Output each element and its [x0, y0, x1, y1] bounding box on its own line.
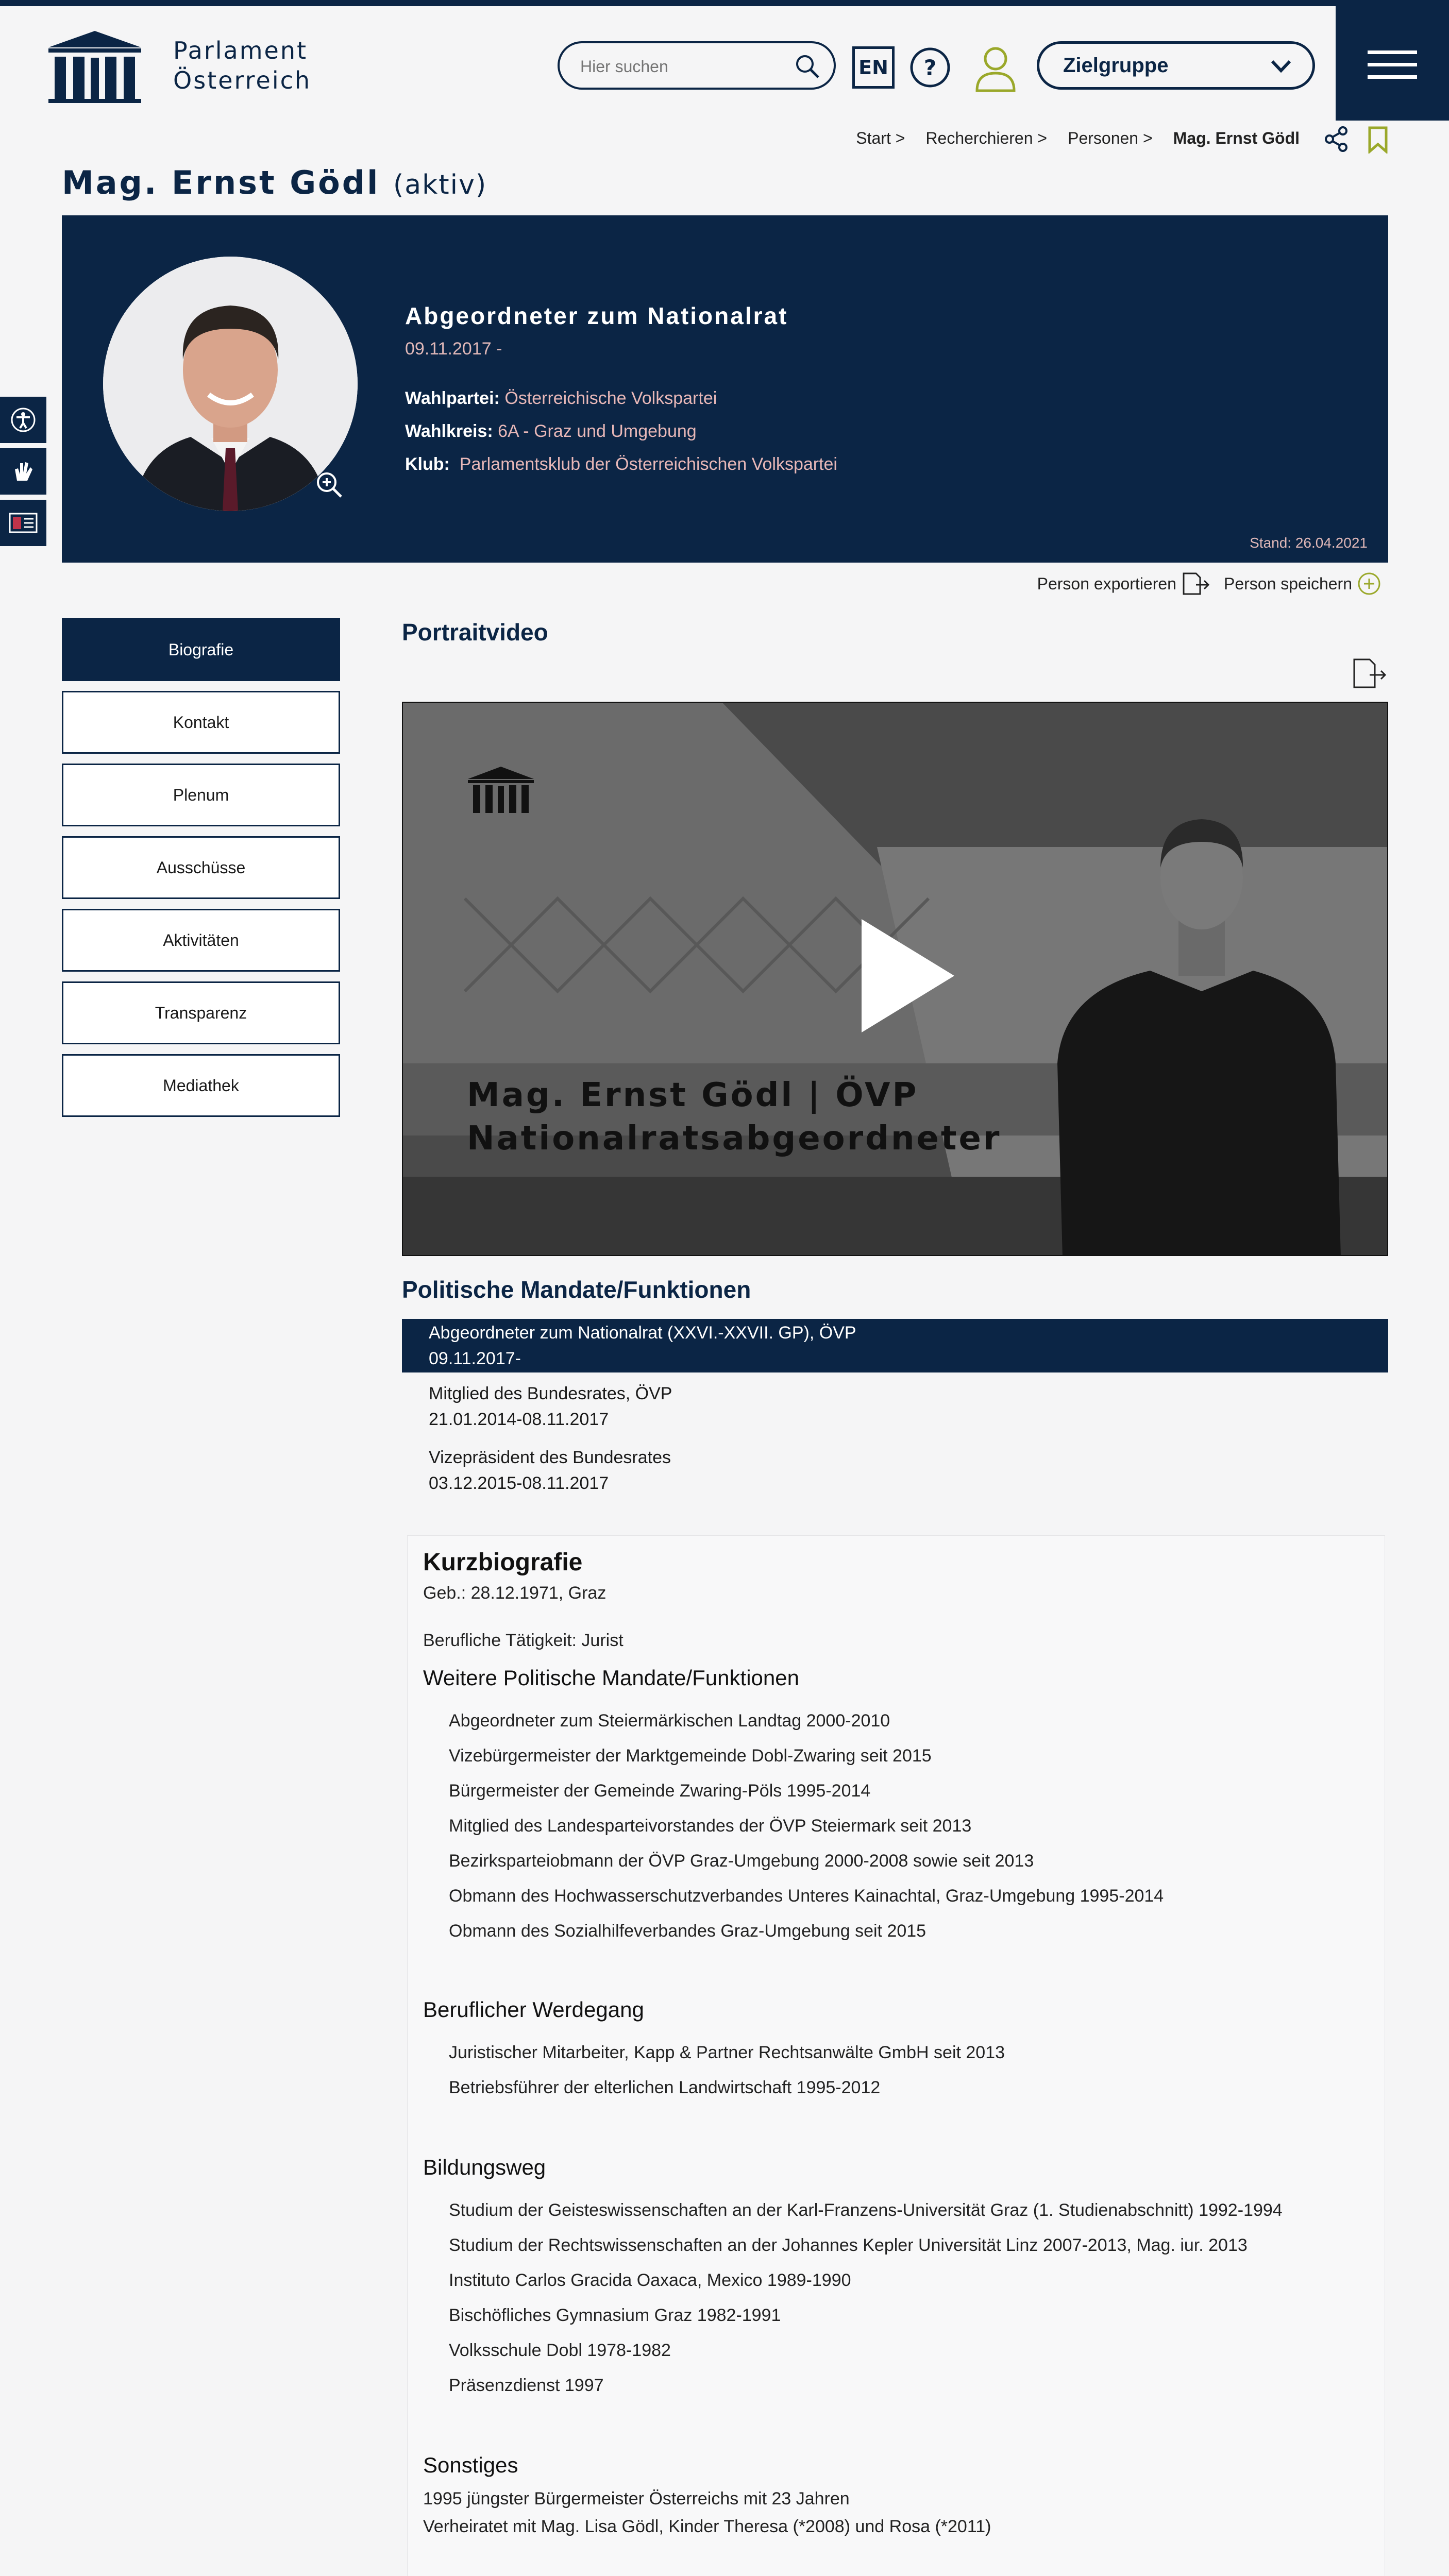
bio-misc-heading: Sonstiges [423, 2453, 518, 2477]
video-heading: Portraitvideo [402, 619, 548, 646]
audience-dropdown[interactable] [1037, 41, 1315, 90]
breadcrumb-recherchieren[interactable]: Recherchieren > [925, 129, 1048, 147]
bio-further-mandates-heading: Weitere Politische Mandate/Funktionen [423, 1666, 799, 1690]
person-sidenav [62, 618, 340, 1127]
list-item: Volksschule Dobl 1978-1982 [449, 2341, 671, 2360]
list-item: Instituto Carlos Gracida Oaxaca, Mexico 1989-1990 [449, 2270, 851, 2290]
list-item: Betriebsführer der elterlichen Landwirtschaft 1995-2012 [449, 2078, 881, 2097]
mandates-heading: Politische Mandate/Funktionen [402, 1276, 751, 1303]
tab-kontakt[interactable]: Kontakt [62, 691, 340, 754]
video-export-icon[interactable] [1351, 657, 1387, 689]
site-logo[interactable] [43, 27, 311, 104]
list-item: Obmann des Sozialhilfeverbandes Graz-Umgebung seit 2015 [449, 1921, 926, 1941]
tab-aktivitaeten[interactable]: Aktivitäten [62, 909, 340, 972]
person-name: Mag. Ernst Gödl [62, 164, 380, 201]
portrait-video-player[interactable] [402, 702, 1388, 1256]
breadcrumb-current: Mag. Ernst Gödl [1173, 129, 1300, 147]
easy-language-button[interactable] [0, 500, 46, 546]
tab-transparenz[interactable]: Transparenz [62, 981, 340, 1044]
list-item: 1995 jüngster Bürgermeister Österreichs mit 23 Jahren [423, 2489, 850, 2509]
bio-birth: Geb.: 28.12.1971, Graz [423, 1583, 606, 1603]
help-icon[interactable] [909, 46, 951, 89]
menu-button[interactable] [1336, 6, 1449, 121]
sign-language-button[interactable] [0, 448, 46, 495]
list-item: Studium der Rechtswissenschaften an der Johannes Kepler Universität Linz 2007-2013, Mag. iur. 2013 [449, 2235, 1248, 2255]
hero-wahlkreis: Wahlkreis: 6A - Graz und Umgebung [405, 421, 697, 441]
list-item: Bischöfliches Gymnasium Graz 1982-1991 [449, 2306, 781, 2325]
sign-language-icon [10, 458, 37, 485]
zoom-in-icon[interactable] [314, 470, 343, 499]
bio-heading: Kurzbiografie [423, 1549, 583, 1576]
export-person-label[interactable]: Person exportieren [1037, 574, 1176, 593]
add-circle-icon[interactable] [1356, 571, 1382, 597]
hero-role: Abgeordneter zum Nationalrat [405, 302, 788, 329]
list-item: Obmann des Hochwasserschutzverbandes Unteres Kainachtal, Graz-Umgebung 1995-2014 [449, 1886, 1164, 1906]
hero-wahlpartei: Wahlpartei: Österreichische Volkspartei [405, 388, 717, 408]
breadcrumb-personen[interactable]: Personen > [1068, 129, 1153, 147]
list-item: Vizebürgermeister der Marktgemeinde Dobl-Zwaring seit 2015 [449, 1746, 932, 1766]
accessibility-button[interactable] [0, 397, 46, 443]
breadcrumb [835, 129, 1300, 148]
search-icon[interactable] [794, 53, 822, 81]
mandate-item[interactable]: Vizepräsident des Bundesrates 03.12.2015-08.11.2017 [429, 1448, 671, 1493]
list-item: Abgeordneter zum Steiermärkischen Landtag 2000-2010 [449, 1711, 890, 1731]
person-status: (aktiv) [393, 170, 487, 200]
language-button[interactable]: EN [852, 46, 895, 89]
site-header [0, 6, 1449, 121]
bookmark-icon[interactable] [1367, 126, 1389, 154]
logo-line1: Parlament [173, 37, 308, 64]
save-person-label[interactable]: Person speichern [1223, 574, 1352, 593]
svg-text:?: ? [923, 55, 937, 80]
video-title: Mag. Ernst Gödl | ÖVP Nationalratsabgeordneter [467, 1076, 1002, 1158]
list-item: Bezirksparteiobmann der ÖVP Graz-Umgebung 2000-2008 sowie seit 2013 [449, 1851, 1034, 1871]
hamburger-icon [1368, 50, 1417, 54]
play-icon[interactable] [862, 919, 954, 1032]
list-item: Studium der Geisteswissenschaften an der Karl-Franzens-Universität Graz (1. Studienabschnitt) 1992-1994 [449, 2200, 1283, 2220]
export-icon[interactable] [1181, 571, 1210, 596]
easy-language-icon [8, 510, 39, 536]
breadcrumb-start[interactable]: Start > [856, 129, 905, 147]
mandate-item[interactable]: Abgeordneter zum Nationalrat (XXVI.-XXVII. GP), ÖVP 09.11.2017- [402, 1319, 1388, 1372]
audience-dropdown-label: Zielgruppe [1063, 54, 1169, 77]
person-actions [1037, 571, 1382, 597]
share-icon[interactable] [1323, 126, 1350, 152]
user-icon[interactable] [971, 43, 1020, 93]
bio-education-heading: Bildungsweg [423, 2155, 546, 2179]
list-item: Präsenzdienst 1997 [449, 2376, 604, 2395]
logo-line2: Österreich [173, 66, 312, 94]
accessibility-toolbar [0, 397, 46, 551]
person-hero [62, 215, 1388, 563]
tab-plenum[interactable]: Plenum [62, 764, 340, 826]
hero-klub: Klub: Parlamentsklub der Österreichischen Volkspartei [405, 454, 837, 474]
tab-mediathek[interactable]: Mediathek [62, 1054, 340, 1117]
bio-profession: Berufliche Tätigkeit: Jurist [423, 1631, 624, 1650]
list-item: Bürgermeister der Gemeinde Zwaring-Pöls 1995-2014 [449, 1781, 871, 1801]
list-item: Verheiratet mit Mag. Lisa Gödl, Kinder Theresa (*2008) und Rosa (*2011) [423, 2517, 991, 2536]
list-item: Juristischer Mitarbeiter, Kapp & Partner Rechtsanwälte GmbH seit 2013 [449, 2043, 1005, 2062]
hero-since: 09.11.2017 - [405, 339, 502, 359]
accessibility-icon [10, 406, 37, 433]
parliament-logo-icon [43, 27, 146, 104]
tab-ausschuesse[interactable]: Ausschüsse [62, 836, 340, 899]
top-accent-line [0, 0, 1449, 6]
bio-career-heading: Beruflicher Werdegang [423, 1997, 644, 2022]
page-title [62, 164, 487, 201]
list-item: Mitglied des Landesparteivorstandes der ÖVP Steiermark seit 2013 [449, 1816, 972, 1836]
hero-stand: Stand: 26.04.2021 [1250, 535, 1368, 551]
mandate-item[interactable]: Mitglied des Bundesrates, ÖVP 21.01.2014-08.11.2017 [429, 1384, 672, 1429]
chevron-down-icon [1270, 57, 1292, 76]
search-box[interactable] [558, 41, 836, 90]
search-input[interactable] [580, 54, 786, 79]
tab-biografie[interactable]: Biografie [62, 618, 340, 681]
short-biography [407, 1535, 1385, 2576]
